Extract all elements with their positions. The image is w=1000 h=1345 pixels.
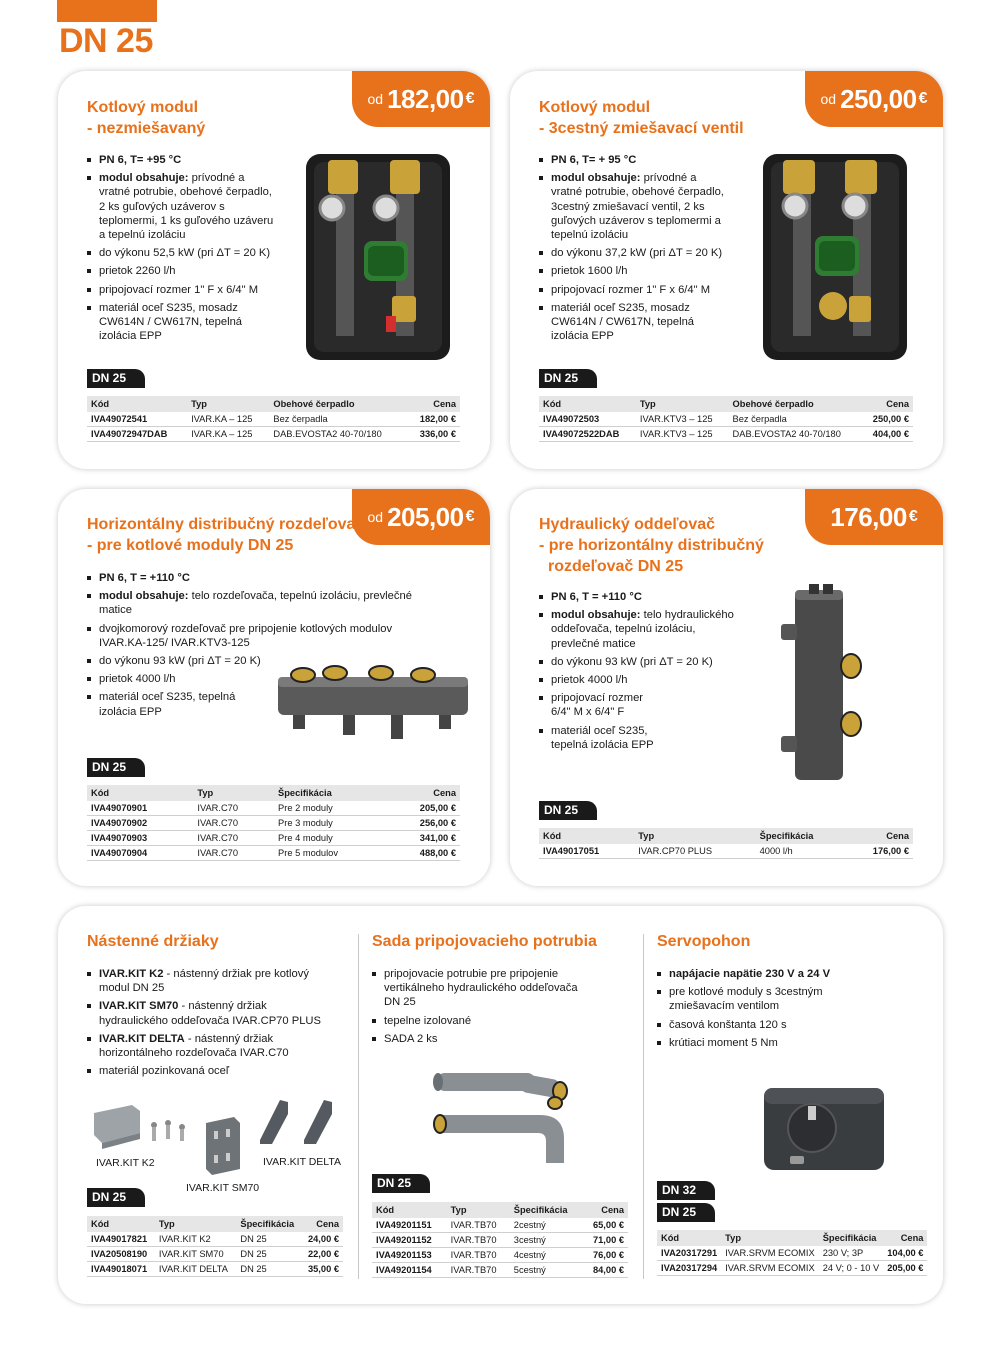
product-table xyxy=(87,785,460,861)
column-header: Špecifikácia xyxy=(819,1230,884,1246)
card-title xyxy=(539,97,744,139)
feature-item: PN 6, T= + 95 °C xyxy=(539,153,729,167)
feature-item: materiál oceľ S235, mosadz CW614N / CW617N, tepelná izolácia EPP xyxy=(539,301,729,344)
column-header: Typ xyxy=(155,1216,237,1232)
product-type: IVAR.CP70 PLUS xyxy=(634,844,755,859)
dn-badge-dn32: DN 32 xyxy=(657,1181,715,1200)
feature-item: prietok 4000 l/h xyxy=(539,673,739,687)
product-card-boiler-module-3way-valve xyxy=(510,71,943,469)
column-header: Kód xyxy=(539,396,636,412)
price-prefix: od xyxy=(820,91,837,107)
product-code: IVA49072947DAB xyxy=(87,427,187,442)
feature-item: modul obsahuje: prívodné a vratné potrubie, obehové čerpadlo, 3cestný zmiešavací ventil, 2 ks guľových uzáverov s teplomermi a tepelnú izoláciu xyxy=(539,171,729,242)
feature-item: materiál oceľ S235, mosadz CW614N / CW617N, tepelná izolácia EPP xyxy=(87,301,277,344)
table-header-row xyxy=(657,1230,927,1246)
column-header: Špecifikácia xyxy=(274,785,387,801)
table-row xyxy=(87,427,460,442)
section-title-connection-pipes: Sada pripojovacieho potrubia xyxy=(372,933,597,950)
product-table xyxy=(539,828,913,859)
product-price: 84,00 € xyxy=(582,1263,628,1278)
product-spec: Bez čerpadla xyxy=(269,412,407,427)
column-header: Kód xyxy=(87,396,187,412)
card-title xyxy=(87,514,364,556)
feature-item: PN 6, T= +95 °C xyxy=(87,153,277,167)
price-value: 176,00 xyxy=(830,501,907,532)
product-spec: 4000 l/h xyxy=(756,844,848,859)
price-tag xyxy=(352,489,490,545)
card-title-line: - pre horizontálny distribučný xyxy=(539,537,764,554)
product-price: 341,00 € xyxy=(387,831,460,846)
product-type: IVAR.KTV3 – 125 xyxy=(636,412,729,427)
product-price: 336,00 € xyxy=(408,427,461,442)
product-card-boiler-module-unmixed xyxy=(58,71,490,469)
feature-item: materiál pozinkovaná oceľ xyxy=(87,1064,327,1078)
product-price: 205,00 € xyxy=(883,1261,927,1276)
wall-bracket-k2-image xyxy=(92,1105,192,1150)
table-row xyxy=(539,412,913,427)
product-type: IVAR.C70 xyxy=(193,831,274,846)
product-card-hydraulic-separator xyxy=(510,489,943,886)
product-code: IVA49017821 xyxy=(87,1232,155,1247)
feature-item: napájacie napätie 230 V a 24 V xyxy=(657,967,847,981)
product-card-horizontal-distributor xyxy=(58,489,490,886)
product-spec: 230 V; 3P xyxy=(819,1246,884,1261)
feature-list xyxy=(372,967,582,1050)
card-title-line: - nezmiešavaný xyxy=(87,120,206,137)
horizontal-distributor-image xyxy=(273,649,473,749)
header-accent-bar xyxy=(57,0,157,22)
feature-item: IVAR.KIT K2 - nástenný držiak pre kotlový modul DN 25 xyxy=(87,967,327,995)
product-spec: Pre 4 moduly xyxy=(274,831,387,846)
product-spec: DAB.EVOSTA2 40-70/180 xyxy=(729,427,863,442)
price-currency: € xyxy=(918,90,928,107)
price-tag xyxy=(805,71,943,127)
product-type: IVAR.SRVM ECOMIX xyxy=(721,1261,819,1276)
feature-item: pripojovací rozmer 1" F x 6/4" M xyxy=(539,283,729,297)
column-divider xyxy=(358,934,359,1279)
feature-item: PN 6, T = +110 °C xyxy=(539,590,739,604)
product-spec: Bez čerpadla xyxy=(729,412,863,427)
dn-badge: DN 25 xyxy=(372,1174,430,1193)
feature-item: prietok 4000 l/h xyxy=(87,672,427,686)
product-type: IVAR.KA – 125 xyxy=(187,412,269,427)
feature-item: modul obsahuje: prívodné a vratné potrubie, obehové čerpadlo, 2 ks guľových uzáverov s teplomermi, 1 ks guľového uzáveru a tepelnú izoláciu xyxy=(87,171,277,242)
product-type: IVAR.TB70 xyxy=(447,1248,510,1263)
feature-item: materiál oceľ S235, tepelná izolácia EPP xyxy=(539,724,669,752)
product-type: IVAR.TB70 xyxy=(447,1263,510,1278)
table-row xyxy=(87,1232,343,1247)
product-code: IVA49070901 xyxy=(87,801,193,816)
column-header: Cena xyxy=(847,828,913,844)
feature-list xyxy=(539,590,739,756)
table-row xyxy=(87,816,460,831)
table-row xyxy=(87,801,460,816)
connection-pipes-image xyxy=(430,1063,590,1173)
table-row xyxy=(372,1248,628,1263)
product-code: IVA49201153 xyxy=(372,1248,447,1263)
product-code: IVA49072541 xyxy=(87,412,187,427)
product-price: 104,00 € xyxy=(883,1246,927,1261)
feature-list xyxy=(657,967,847,1054)
column-header: Cena xyxy=(862,396,913,412)
product-price: 256,00 € xyxy=(387,816,460,831)
product-price: 35,00 € xyxy=(302,1262,343,1277)
product-spec: 24 V; 0 - 10 V xyxy=(819,1261,884,1276)
dn-badge-dn25: DN 25 xyxy=(657,1203,715,1222)
product-code: IVA49072503 xyxy=(539,412,636,427)
product-spec: Pre 2 moduly xyxy=(274,801,387,816)
card-title-line: Horizontálny distribučný rozdeľovač xyxy=(87,516,365,533)
product-code: IVA20317294 xyxy=(657,1261,721,1276)
table-header-row xyxy=(539,396,913,412)
product-code: IVA49070903 xyxy=(87,831,193,846)
product-code: IVA49070902 xyxy=(87,816,193,831)
column-header: Kód xyxy=(372,1202,447,1218)
product-spec: DN 25 xyxy=(236,1262,301,1277)
table-row xyxy=(372,1218,628,1233)
dn-badge: DN 25 xyxy=(87,758,145,777)
price-prefix: od xyxy=(367,509,384,525)
section-title-actuator: Servopohon xyxy=(657,933,751,950)
product-table xyxy=(372,1202,628,1278)
feature-item: IVAR.KIT SM70 - nástenný držiak hydraulického oddeľovača IVAR.CP70 PLUS xyxy=(87,999,327,1027)
feature-item: materiál oceľ S235, tepelná izolácia EPP xyxy=(87,690,237,718)
card-title-line: Kotlový modul xyxy=(87,99,199,116)
page-title: DN 25 xyxy=(59,22,153,60)
table-header-row xyxy=(87,396,460,412)
column-header: Cena xyxy=(408,396,461,412)
column-header: Kód xyxy=(539,828,634,844)
table-header-row xyxy=(539,828,913,844)
table-row xyxy=(372,1233,628,1248)
column-header: Obehové čerpadlo xyxy=(729,396,863,412)
table-row xyxy=(87,412,460,427)
price-currency: € xyxy=(465,508,475,525)
product-code: IVA49070904 xyxy=(87,846,193,861)
feature-item: SADA 2 ks xyxy=(372,1032,582,1046)
product-type: IVAR.TB70 xyxy=(447,1233,510,1248)
column-header: Cena xyxy=(582,1202,628,1218)
feature-item: PN 6, T = +110 °C xyxy=(87,571,427,585)
product-price: 404,00 € xyxy=(862,427,913,442)
column-header: Cena xyxy=(883,1230,927,1246)
image-caption: IVAR.KIT DELTA xyxy=(263,1156,341,1168)
product-table xyxy=(539,396,913,442)
product-code: IVA49201154 xyxy=(372,1263,447,1278)
feature-item: pripojovacie potrubie pre pripojenie vertikálneho hydraulického oddeľovača DN 25 xyxy=(372,967,582,1010)
product-price: 176,00 € xyxy=(847,844,913,859)
column-header: Kód xyxy=(657,1230,721,1246)
feature-item: IVAR.KIT DELTA - nástenný držiak horizontálneho rozdeľovača IVAR.C70 xyxy=(87,1032,327,1060)
table-row xyxy=(657,1246,927,1261)
product-price: 76,00 € xyxy=(582,1248,628,1263)
price-prefix: od xyxy=(367,91,384,107)
product-spec: 3cestný xyxy=(510,1233,582,1248)
feature-item: do výkonu 93 kW (pri ΔT = 20 K) xyxy=(87,654,427,668)
product-price: 71,00 € xyxy=(582,1233,628,1248)
card-title-line: rozdeľovač DN 25 xyxy=(548,558,684,575)
column-header: Cena xyxy=(387,785,460,801)
product-price: 22,00 € xyxy=(302,1247,343,1262)
boiler-module-image xyxy=(298,146,458,366)
feature-item: do výkonu 93 kW (pri ΔT = 20 K) xyxy=(539,655,739,669)
product-type: IVAR.KTV3 – 125 xyxy=(636,427,729,442)
table-row xyxy=(539,844,913,859)
product-spec: 4cestný xyxy=(510,1248,582,1263)
feature-item: prietok 2260 l/h xyxy=(87,264,277,278)
product-spec: DN 25 xyxy=(236,1232,301,1247)
product-code: IVA20508190 xyxy=(87,1247,155,1262)
wall-bracket-delta-image xyxy=(258,1100,348,1150)
card-title-line: - pre kotlové moduly DN 25 xyxy=(87,537,294,554)
product-type: IVAR.SRVM ECOMIX xyxy=(721,1246,819,1261)
feature-item: pripojovací rozmer 1" F x 6/4" M xyxy=(87,283,277,297)
price-value: 205,00 xyxy=(387,501,464,532)
hydraulic-separator-image xyxy=(775,584,875,784)
image-caption: IVAR.KIT SM70 xyxy=(186,1182,260,1194)
feature-item: krútiaci moment 5 Nm xyxy=(657,1036,847,1050)
feature-item: pre kotlové moduly s 3cestným zmiešavacím ventilom xyxy=(657,985,847,1013)
column-header: Typ xyxy=(636,396,729,412)
product-price: 24,00 € xyxy=(302,1232,343,1247)
table-row xyxy=(539,427,913,442)
product-price: 250,00 € xyxy=(862,412,913,427)
dn-badge: DN 25 xyxy=(87,369,145,388)
product-spec: DN 25 xyxy=(236,1247,301,1262)
product-type: IVAR.C70 xyxy=(193,801,274,816)
dn-badge: DN 25 xyxy=(87,1188,145,1207)
product-type: IVAR.KIT K2 xyxy=(155,1232,237,1247)
product-spec: DAB.EVOSTA2 40-70/180 xyxy=(269,427,407,442)
feature-item: pripojovací rozmer 6/4" M x 6/4" F xyxy=(539,691,659,719)
feature-item: do výkonu 52,5 kW (pri ΔT = 20 K) xyxy=(87,246,277,260)
feature-item: dvojkomorový rozdeľovač pre pripojenie kotlových modulov IVAR.KA-125/ IVAR.KTV3-125 xyxy=(87,622,407,650)
product-table xyxy=(87,1216,343,1277)
price-value: 182,00 xyxy=(387,83,464,114)
product-price: 488,00 € xyxy=(387,846,460,861)
product-code: IVA49018071 xyxy=(87,1262,155,1277)
price-tag xyxy=(805,489,943,545)
actuator-image xyxy=(760,1080,890,1175)
feature-item: modul obsahuje: telo hydraulického oddeľovača, tepelnú izoláciu, prevlečné matice xyxy=(539,608,739,651)
feature-item: prietok 1600 l/h xyxy=(539,264,729,278)
section-title-wall-brackets: Nástenné držiaky xyxy=(87,933,219,950)
card-title-line: Kotlový modul xyxy=(539,99,651,116)
column-header: Obehové čerpadlo xyxy=(269,396,407,412)
table-row xyxy=(87,831,460,846)
column-header: Kód xyxy=(87,1216,155,1232)
table-row xyxy=(87,1247,343,1262)
product-price: 205,00 € xyxy=(387,801,460,816)
image-caption: IVAR.KIT K2 xyxy=(96,1157,155,1169)
column-header: Kód xyxy=(87,785,193,801)
product-code: IVA20317291 xyxy=(657,1246,721,1261)
product-code: IVA49201151 xyxy=(372,1218,447,1233)
price-value: 250,00 xyxy=(840,83,917,114)
product-type: IVAR.KIT SM70 xyxy=(155,1247,237,1262)
feature-item: tepelne izolované xyxy=(372,1014,582,1028)
wall-bracket-sm70-image xyxy=(200,1117,245,1177)
table-row xyxy=(87,1262,343,1277)
product-type: IVAR.C70 xyxy=(193,846,274,861)
feature-list xyxy=(539,153,729,347)
card-title-line: Hydraulický oddeľovač xyxy=(539,516,716,533)
card-title xyxy=(87,97,205,139)
price-currency: € xyxy=(465,90,475,107)
product-spec: Pre 3 moduly xyxy=(274,816,387,831)
product-code: IVA49017051 xyxy=(539,844,634,859)
column-header: Typ xyxy=(634,828,755,844)
table-row xyxy=(87,846,460,861)
table-header-row xyxy=(87,785,460,801)
feature-item: modul obsahuje: telo rozdeľovača, tepelnú izoláciu, prevlečné matice xyxy=(87,589,427,617)
product-spec: 5cestný xyxy=(510,1263,582,1278)
dn-badge: DN 25 xyxy=(539,369,597,388)
table-header-row xyxy=(87,1216,343,1232)
product-type: IVAR.TB70 xyxy=(447,1218,510,1233)
product-code: IVA49072522DAB xyxy=(539,427,636,442)
dn-badge: DN 25 xyxy=(539,801,597,820)
card-title xyxy=(539,514,764,577)
table-header-row xyxy=(372,1202,628,1218)
price-currency: € xyxy=(908,508,918,525)
column-header: Typ xyxy=(721,1230,819,1246)
column-header: Špecifikácia xyxy=(756,828,848,844)
product-table xyxy=(657,1230,927,1276)
column-header: Typ xyxy=(187,396,269,412)
column-header: Cena xyxy=(302,1216,343,1232)
product-price: 65,00 € xyxy=(582,1218,628,1233)
feature-list xyxy=(87,153,277,347)
product-type: IVAR.KA – 125 xyxy=(187,427,269,442)
card-title-line: - 3cestný zmiešavací ventil xyxy=(539,120,744,137)
feature-item: časová konštanta 120 s xyxy=(657,1018,847,1032)
product-spec: Pre 5 modulov xyxy=(274,846,387,861)
table-row xyxy=(372,1263,628,1278)
product-price: 182,00 € xyxy=(408,412,461,427)
feature-list xyxy=(87,967,327,1082)
product-code: IVA49201152 xyxy=(372,1233,447,1248)
price-tag xyxy=(352,71,490,127)
product-type: IVAR.KIT DELTA xyxy=(155,1262,237,1277)
table-row xyxy=(657,1261,927,1276)
column-divider xyxy=(643,934,644,1279)
column-header: Špecifikácia xyxy=(510,1202,582,1218)
product-table xyxy=(87,396,460,442)
feature-item: do výkonu 37,2 kW (pri ΔT = 20 K) xyxy=(539,246,729,260)
column-header: Typ xyxy=(447,1202,510,1218)
column-header: Typ xyxy=(193,785,274,801)
product-type: IVAR.C70 xyxy=(193,816,274,831)
boiler-module-3way-image xyxy=(755,146,915,366)
column-header: Špecifikácia xyxy=(236,1216,301,1232)
product-spec: 2cestný xyxy=(510,1218,582,1233)
